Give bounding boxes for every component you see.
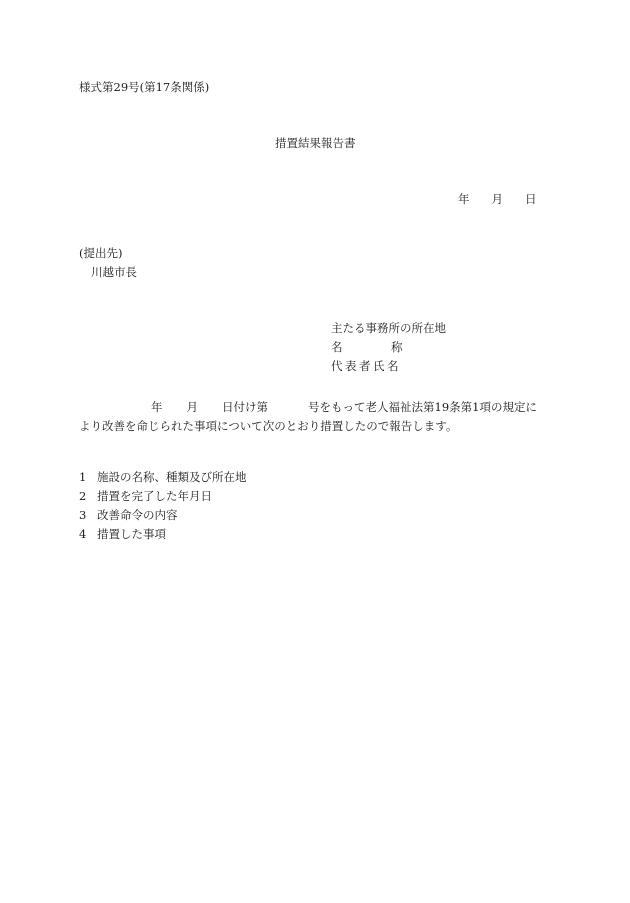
submit-to-label: (提出先)	[79, 246, 123, 260]
form-number: 様式第29号(第17条関係)	[79, 80, 210, 94]
date-day: 日	[525, 192, 537, 206]
list-item: 1 施設の名称、種類及び所在地	[79, 470, 247, 484]
name-label-part-1: 名	[331, 340, 343, 354]
list-item: 3 改善命令の内容	[79, 508, 178, 522]
body-paragraph	[79, 398, 559, 436]
body-year: 年	[151, 400, 163, 414]
body-line-2: より改善を命じられた事項について次のとおり措置したので報告します。	[79, 419, 458, 433]
recipient-name: 川越市長	[91, 265, 137, 279]
date-month: 月	[491, 192, 503, 206]
date-year: 年	[458, 192, 470, 206]
address-label: 主たる事務所の所在地	[331, 321, 446, 335]
body-dated: 日付け第	[222, 400, 268, 414]
name-label-part-2: 称	[391, 340, 403, 354]
body-month: 月	[186, 400, 198, 414]
date-line	[458, 194, 537, 206]
body-line-1	[79, 398, 559, 417]
item-list	[79, 472, 247, 548]
body-line-1-rest: 号をもって老人福祉法第19条第1項の規定に	[308, 400, 537, 414]
applicant-block	[331, 323, 446, 380]
list-item: 2 措置を完了した年月日	[79, 489, 212, 503]
representative-label: 代表者氏名	[331, 359, 401, 373]
list-item: 4 措置した事項	[79, 527, 166, 541]
document-title: 措置結果報告書	[275, 136, 356, 150]
